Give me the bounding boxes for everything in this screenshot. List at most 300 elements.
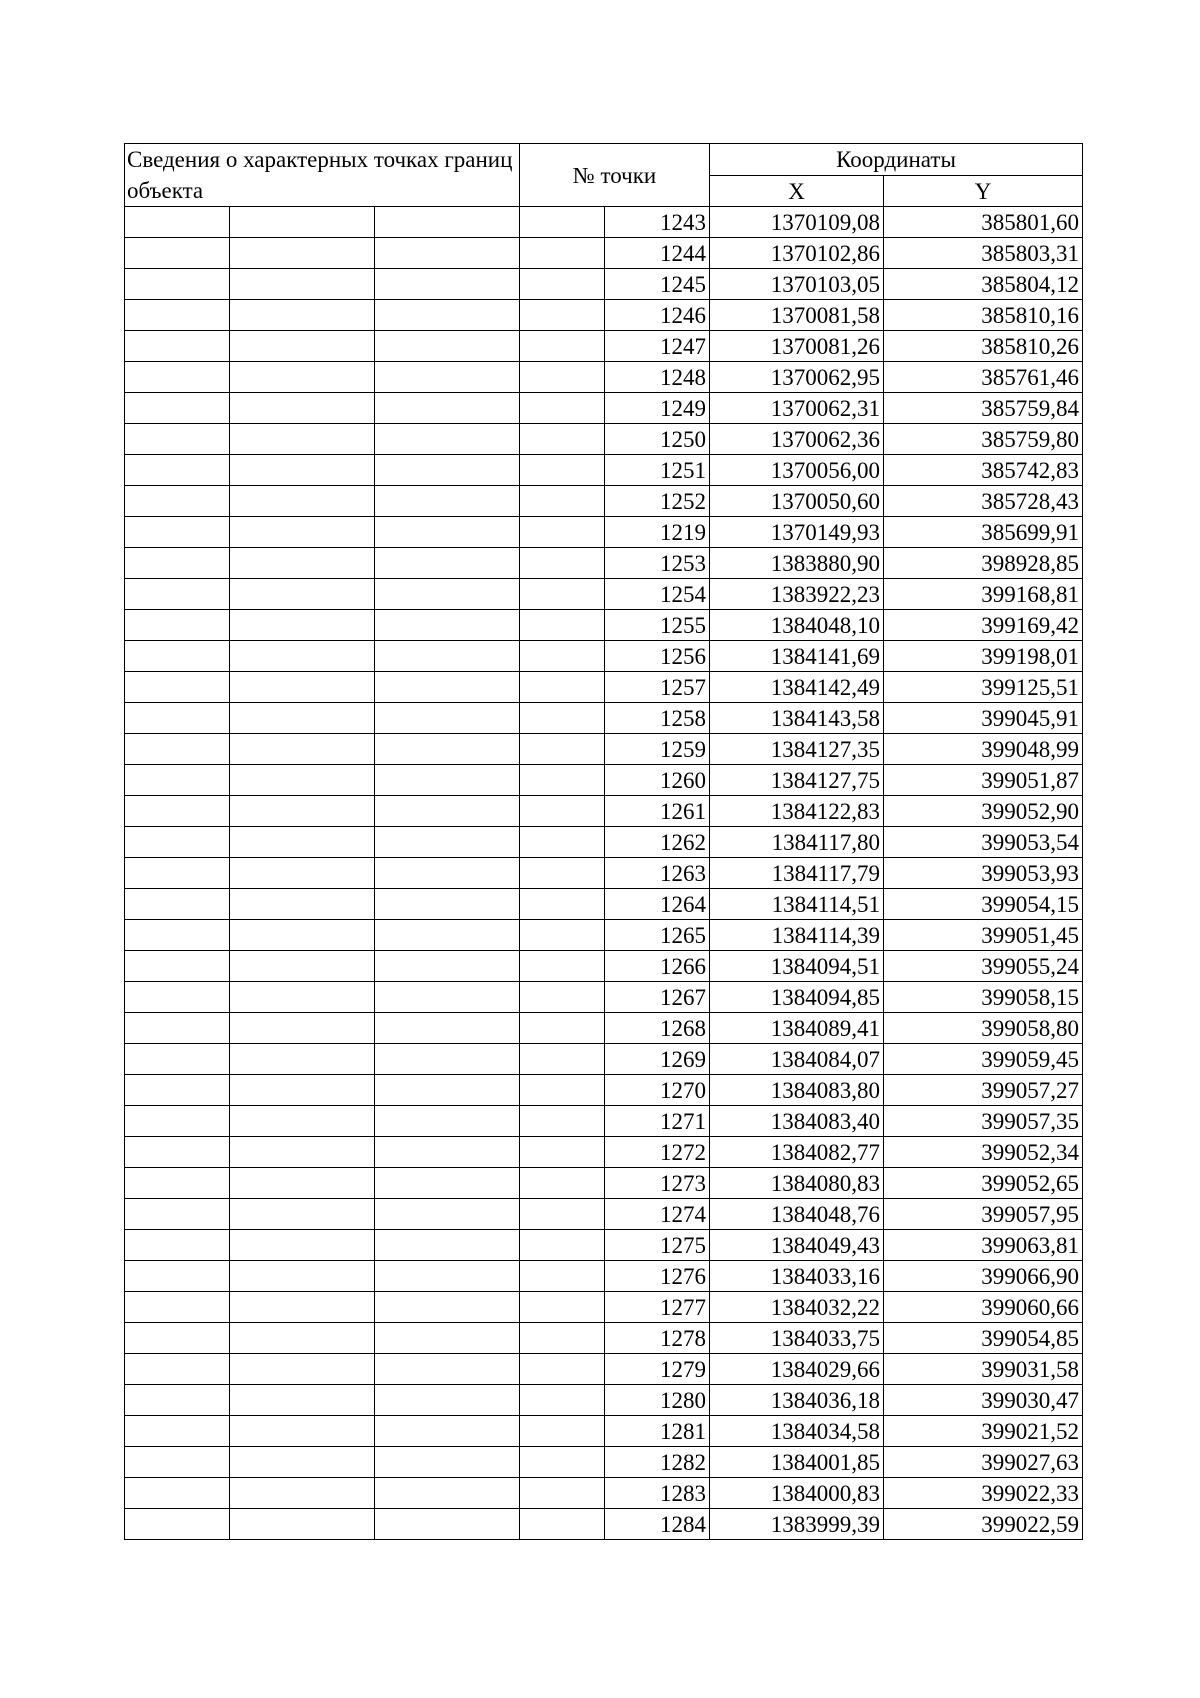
empty-cell [375, 393, 520, 424]
y-coordinate-cell: 399054,15 [884, 889, 1083, 920]
table-row [125, 548, 1083, 579]
empty-cell [125, 269, 230, 300]
table-row [125, 1292, 1083, 1323]
point-number-cell: 1243 [605, 207, 710, 238]
y-coordinate-cell: 399054,85 [884, 1323, 1083, 1354]
point-number-cell: 1270 [605, 1075, 710, 1106]
x-coordinate-cell: 1370109,08 [710, 207, 884, 238]
point-number-cell: 1280 [605, 1385, 710, 1416]
empty-cell [520, 1013, 605, 1044]
empty-cell [125, 300, 230, 331]
table-row [125, 827, 1083, 858]
empty-cell [520, 703, 605, 734]
point-number-cell: 1274 [605, 1199, 710, 1230]
point-number-cell: 1276 [605, 1261, 710, 1292]
empty-cell [125, 238, 230, 269]
table-row [125, 641, 1083, 672]
x-coordinate-cell: 1370056,00 [710, 455, 884, 486]
empty-cell [520, 641, 605, 672]
empty-cell [230, 486, 375, 517]
empty-cell [230, 1075, 375, 1106]
point-number-cell: 1249 [605, 393, 710, 424]
empty-cell [520, 269, 605, 300]
point-number-cell: 1264 [605, 889, 710, 920]
empty-cell [520, 1137, 605, 1168]
empty-cell [125, 827, 230, 858]
empty-cell [230, 1044, 375, 1075]
empty-cell [520, 1106, 605, 1137]
empty-cell [125, 920, 230, 951]
empty-cell [230, 1137, 375, 1168]
empty-cell [375, 1447, 520, 1478]
point-number-cell: 1246 [605, 300, 710, 331]
table-row [125, 1075, 1083, 1106]
x-coordinate-cell: 1384114,39 [710, 920, 884, 951]
empty-cell [520, 455, 605, 486]
empty-cell [520, 827, 605, 858]
point-number-cell: 1256 [605, 641, 710, 672]
point-number-cell: 1251 [605, 455, 710, 486]
empty-cell [230, 703, 375, 734]
table-row [125, 238, 1083, 269]
empty-cell [520, 1044, 605, 1075]
empty-cell [125, 889, 230, 920]
empty-cell [230, 207, 375, 238]
empty-cell [375, 1044, 520, 1075]
point-number-cell: 1219 [605, 517, 710, 548]
table-row [125, 269, 1083, 300]
empty-cell [520, 1261, 605, 1292]
table-row [125, 1013, 1083, 1044]
empty-cell [125, 1075, 230, 1106]
empty-cell [125, 455, 230, 486]
point-number-cell: 1247 [605, 331, 710, 362]
y-coordinate-cell: 399022,33 [884, 1478, 1083, 1509]
point-number-cell: 1267 [605, 982, 710, 1013]
empty-cell [520, 889, 605, 920]
empty-cell [125, 424, 230, 455]
y-coordinate-cell: 385759,80 [884, 424, 1083, 455]
table-row [125, 362, 1083, 393]
x-coordinate-cell: 1384114,51 [710, 889, 884, 920]
x-coordinate-cell: 1384127,75 [710, 765, 884, 796]
empty-cell [230, 1354, 375, 1385]
x-coordinate-cell: 1383922,23 [710, 579, 884, 610]
empty-cell [375, 858, 520, 889]
empty-cell [375, 269, 520, 300]
x-coordinate-cell: 1384117,79 [710, 858, 884, 889]
point-number-cell: 1263 [605, 858, 710, 889]
empty-cell [520, 920, 605, 951]
point-number-cell: 1245 [605, 269, 710, 300]
empty-cell [230, 1478, 375, 1509]
empty-cell [125, 1106, 230, 1137]
header-y: Y [884, 176, 1083, 207]
table-row [125, 796, 1083, 827]
coordinates-table [124, 143, 1083, 1540]
empty-cell [520, 1478, 605, 1509]
empty-cell [375, 1354, 520, 1385]
table-row [125, 982, 1083, 1013]
point-number-cell: 1248 [605, 362, 710, 393]
point-number-cell: 1253 [605, 548, 710, 579]
table-row [125, 1447, 1083, 1478]
x-coordinate-cell: 1370081,58 [710, 300, 884, 331]
table-row [125, 579, 1083, 610]
x-coordinate-cell: 1384142,49 [710, 672, 884, 703]
empty-cell [520, 548, 605, 579]
x-coordinate-cell: 1384083,80 [710, 1075, 884, 1106]
point-number-cell: 1279 [605, 1354, 710, 1385]
empty-cell [520, 982, 605, 1013]
y-coordinate-cell: 399060,66 [884, 1292, 1083, 1323]
empty-cell [520, 1447, 605, 1478]
empty-cell [230, 641, 375, 672]
empty-cell [375, 1075, 520, 1106]
empty-cell [520, 1199, 605, 1230]
empty-cell [230, 424, 375, 455]
table-row [125, 1230, 1083, 1261]
point-number-cell: 1275 [605, 1230, 710, 1261]
point-number-cell: 1269 [605, 1044, 710, 1075]
y-coordinate-cell: 385803,31 [884, 238, 1083, 269]
x-coordinate-cell: 1370062,31 [710, 393, 884, 424]
x-coordinate-cell: 1384036,18 [710, 1385, 884, 1416]
empty-cell [230, 982, 375, 1013]
x-coordinate-cell: 1384094,85 [710, 982, 884, 1013]
empty-cell [375, 641, 520, 672]
empty-cell [375, 982, 520, 1013]
x-coordinate-cell: 1384000,83 [710, 1478, 884, 1509]
point-number-cell: 1283 [605, 1478, 710, 1509]
table-row [125, 1261, 1083, 1292]
empty-cell [520, 300, 605, 331]
empty-cell [375, 331, 520, 362]
empty-cell [520, 517, 605, 548]
empty-cell [125, 1478, 230, 1509]
x-coordinate-cell: 1384034,58 [710, 1416, 884, 1447]
point-number-cell: 1265 [605, 920, 710, 951]
empty-cell [375, 300, 520, 331]
table-row [125, 486, 1083, 517]
empty-cell [125, 548, 230, 579]
x-coordinate-cell: 1383880,90 [710, 548, 884, 579]
table-row [125, 672, 1083, 703]
table-row [125, 1416, 1083, 1447]
empty-cell [520, 424, 605, 455]
empty-cell [125, 858, 230, 889]
y-coordinate-cell: 385804,12 [884, 269, 1083, 300]
empty-cell [520, 362, 605, 393]
empty-cell [230, 579, 375, 610]
empty-cell [375, 951, 520, 982]
empty-cell [125, 1261, 230, 1292]
empty-cell [375, 734, 520, 765]
empty-cell [375, 548, 520, 579]
table-row [125, 1323, 1083, 1354]
y-coordinate-cell: 385699,91 [884, 517, 1083, 548]
empty-cell [520, 765, 605, 796]
x-coordinate-cell: 1370081,26 [710, 331, 884, 362]
empty-cell [125, 393, 230, 424]
empty-cell [125, 610, 230, 641]
empty-cell [375, 827, 520, 858]
y-coordinate-cell: 385761,46 [884, 362, 1083, 393]
empty-cell [125, 1385, 230, 1416]
empty-cell [520, 1416, 605, 1447]
table-row [125, 858, 1083, 889]
empty-cell [375, 424, 520, 455]
x-coordinate-cell: 1370050,60 [710, 486, 884, 517]
empty-cell [230, 858, 375, 889]
empty-cell [375, 672, 520, 703]
empty-cell [125, 1013, 230, 1044]
point-number-cell: 1262 [605, 827, 710, 858]
empty-cell [375, 486, 520, 517]
empty-cell [230, 734, 375, 765]
empty-cell [230, 393, 375, 424]
empty-cell [230, 1013, 375, 1044]
table-row [125, 207, 1083, 238]
x-coordinate-cell: 1384141,69 [710, 641, 884, 672]
x-coordinate-cell: 1383999,39 [710, 1509, 884, 1540]
table-row [125, 610, 1083, 641]
x-coordinate-cell: 1370103,05 [710, 269, 884, 300]
y-coordinate-cell: 399048,99 [884, 734, 1083, 765]
empty-cell [125, 765, 230, 796]
empty-cell [230, 920, 375, 951]
y-coordinate-cell: 399057,35 [884, 1106, 1083, 1137]
y-coordinate-cell: 399022,59 [884, 1509, 1083, 1540]
point-number-cell: 1252 [605, 486, 710, 517]
y-coordinate-cell: 399125,51 [884, 672, 1083, 703]
table-row [125, 951, 1083, 982]
y-coordinate-cell: 399052,90 [884, 796, 1083, 827]
point-number-cell: 1278 [605, 1323, 710, 1354]
y-coordinate-cell: 399053,93 [884, 858, 1083, 889]
x-coordinate-cell: 1384049,43 [710, 1230, 884, 1261]
empty-cell [520, 610, 605, 641]
x-coordinate-cell: 1384089,41 [710, 1013, 884, 1044]
empty-cell [375, 1385, 520, 1416]
x-coordinate-cell: 1384029,66 [710, 1354, 884, 1385]
empty-cell [520, 1509, 605, 1540]
empty-cell [520, 207, 605, 238]
table-row [125, 1137, 1083, 1168]
x-coordinate-cell: 1384033,75 [710, 1323, 884, 1354]
table-row [125, 1478, 1083, 1509]
empty-cell [125, 1044, 230, 1075]
empty-cell [520, 1323, 605, 1354]
x-coordinate-cell: 1384127,35 [710, 734, 884, 765]
empty-cell [125, 207, 230, 238]
x-coordinate-cell: 1384122,83 [710, 796, 884, 827]
header-x: X [710, 176, 884, 207]
point-number-cell: 1257 [605, 672, 710, 703]
empty-cell [375, 362, 520, 393]
point-number-cell: 1244 [605, 238, 710, 269]
y-coordinate-cell: 399030,47 [884, 1385, 1083, 1416]
empty-cell [520, 1075, 605, 1106]
empty-cell [230, 610, 375, 641]
empty-cell [230, 362, 375, 393]
empty-cell [375, 1013, 520, 1044]
empty-cell [520, 238, 605, 269]
empty-cell [230, 1416, 375, 1447]
table-row [125, 734, 1083, 765]
y-coordinate-cell: 385759,84 [884, 393, 1083, 424]
table-row [125, 517, 1083, 548]
y-coordinate-cell: 399051,45 [884, 920, 1083, 951]
table-row [125, 703, 1083, 734]
empty-cell [230, 455, 375, 486]
table-row [125, 455, 1083, 486]
empty-cell [520, 393, 605, 424]
empty-cell [375, 765, 520, 796]
empty-cell [125, 486, 230, 517]
table-row [125, 1168, 1083, 1199]
y-coordinate-cell: 399021,52 [884, 1416, 1083, 1447]
x-coordinate-cell: 1384084,07 [710, 1044, 884, 1075]
empty-cell [375, 207, 520, 238]
table-row [125, 765, 1083, 796]
empty-cell [230, 269, 375, 300]
empty-cell [125, 579, 230, 610]
x-coordinate-cell: 1384048,10 [710, 610, 884, 641]
empty-cell [230, 1509, 375, 1540]
empty-cell [520, 1168, 605, 1199]
empty-cell [125, 362, 230, 393]
x-coordinate-cell: 1384080,83 [710, 1168, 884, 1199]
empty-cell [375, 920, 520, 951]
empty-cell [230, 1199, 375, 1230]
table-row [125, 1106, 1083, 1137]
empty-cell [375, 610, 520, 641]
empty-cell [125, 703, 230, 734]
y-coordinate-cell: 399057,95 [884, 1199, 1083, 1230]
empty-cell [375, 1478, 520, 1509]
empty-cell [375, 1199, 520, 1230]
y-coordinate-cell: 399031,58 [884, 1354, 1083, 1385]
y-coordinate-cell: 385801,60 [884, 207, 1083, 238]
empty-cell [125, 982, 230, 1013]
y-coordinate-cell: 399168,81 [884, 579, 1083, 610]
empty-cell [125, 1292, 230, 1323]
empty-cell [230, 765, 375, 796]
x-coordinate-cell: 1384117,80 [710, 827, 884, 858]
point-number-cell: 1273 [605, 1168, 710, 1199]
empty-cell [520, 951, 605, 982]
empty-cell [375, 579, 520, 610]
y-coordinate-cell: 399058,80 [884, 1013, 1083, 1044]
table-row [125, 1509, 1083, 1540]
empty-cell [375, 1416, 520, 1447]
table-row [125, 1385, 1083, 1416]
empty-cell [520, 1230, 605, 1261]
empty-cell [375, 1323, 520, 1354]
y-coordinate-cell: 399052,65 [884, 1168, 1083, 1199]
empty-cell [125, 1447, 230, 1478]
empty-cell [375, 1261, 520, 1292]
y-coordinate-cell: 399058,15 [884, 982, 1083, 1013]
x-coordinate-cell: 1384143,58 [710, 703, 884, 734]
empty-cell [125, 641, 230, 672]
point-number-cell: 1255 [605, 610, 710, 641]
y-coordinate-cell: 398928,85 [884, 548, 1083, 579]
point-number-cell: 1260 [605, 765, 710, 796]
empty-cell [125, 1168, 230, 1199]
x-coordinate-cell: 1384032,22 [710, 1292, 884, 1323]
table-row [125, 331, 1083, 362]
y-coordinate-cell: 399198,01 [884, 641, 1083, 672]
y-coordinate-cell: 385810,26 [884, 331, 1083, 362]
empty-cell [230, 331, 375, 362]
point-number-cell: 1268 [605, 1013, 710, 1044]
header-coordinates: Координаты [710, 144, 1083, 176]
x-coordinate-cell: 1384033,16 [710, 1261, 884, 1292]
empty-cell [375, 796, 520, 827]
empty-cell [230, 889, 375, 920]
empty-cell [230, 1230, 375, 1261]
y-coordinate-cell: 399169,42 [884, 610, 1083, 641]
table-row [125, 424, 1083, 455]
table-row [125, 889, 1083, 920]
y-coordinate-cell: 399059,45 [884, 1044, 1083, 1075]
empty-cell [375, 1509, 520, 1540]
x-coordinate-cell: 1370062,95 [710, 362, 884, 393]
empty-cell [125, 1354, 230, 1385]
empty-cell [230, 1168, 375, 1199]
table-row [125, 1044, 1083, 1075]
empty-cell [125, 672, 230, 703]
x-coordinate-cell: 1384048,76 [710, 1199, 884, 1230]
y-coordinate-cell: 385742,83 [884, 455, 1083, 486]
table-row [125, 920, 1083, 951]
y-coordinate-cell: 399053,54 [884, 827, 1083, 858]
y-coordinate-cell: 399063,81 [884, 1230, 1083, 1261]
empty-cell [230, 796, 375, 827]
table-row [125, 1199, 1083, 1230]
point-number-cell: 1277 [605, 1292, 710, 1323]
point-number-cell: 1250 [605, 424, 710, 455]
empty-cell [230, 672, 375, 703]
empty-cell [375, 889, 520, 920]
empty-cell [230, 1106, 375, 1137]
point-number-cell: 1281 [605, 1416, 710, 1447]
table-row [125, 1354, 1083, 1385]
empty-cell [230, 1385, 375, 1416]
point-number-cell: 1259 [605, 734, 710, 765]
empty-cell [125, 951, 230, 982]
empty-cell [375, 1292, 520, 1323]
empty-cell [375, 1137, 520, 1168]
empty-cell [230, 1261, 375, 1292]
empty-cell [125, 1137, 230, 1168]
header-object-info: Сведения о характерных точках границ объекта [125, 144, 520, 207]
empty-cell [375, 703, 520, 734]
table-row [125, 393, 1083, 424]
empty-cell [125, 517, 230, 548]
empty-cell [125, 1230, 230, 1261]
empty-cell [375, 517, 520, 548]
empty-cell [520, 486, 605, 517]
point-number-cell: 1271 [605, 1106, 710, 1137]
empty-cell [520, 672, 605, 703]
table-row [125, 300, 1083, 331]
empty-cell [375, 1230, 520, 1261]
point-number-cell: 1272 [605, 1137, 710, 1168]
x-coordinate-cell: 1370149,93 [710, 517, 884, 548]
